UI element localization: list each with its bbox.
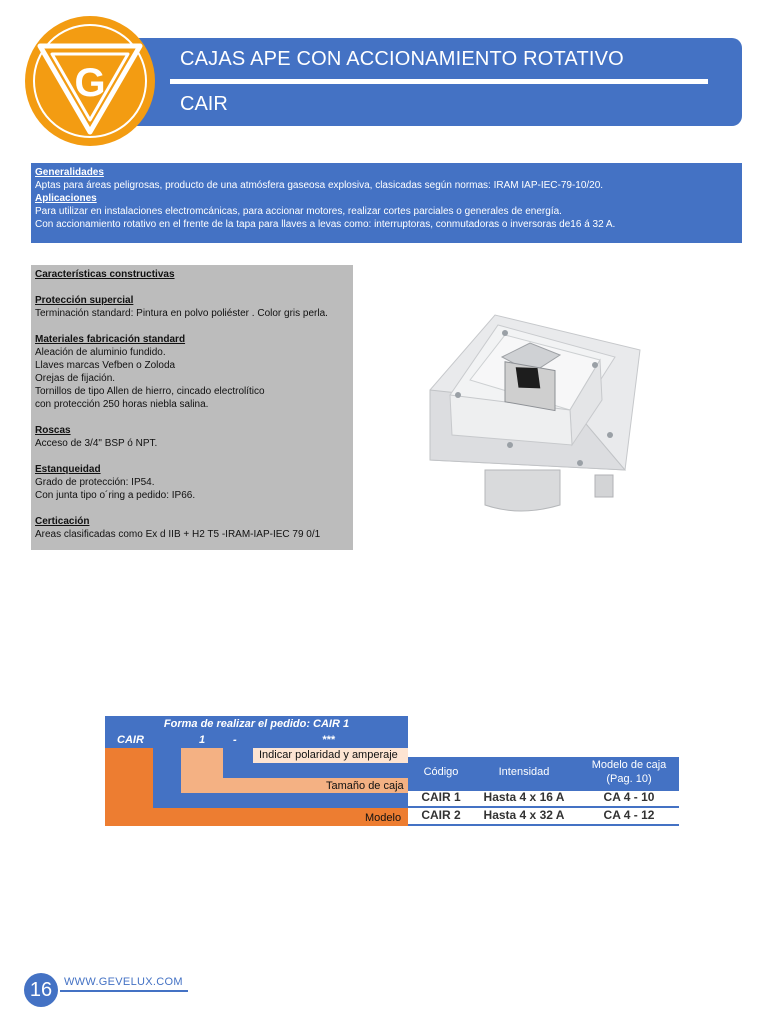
table-cell: CA 4 - 10 bbox=[603, 790, 655, 804]
table-row bbox=[408, 808, 679, 824]
website-link[interactable]: WWW.GEVELUX.COM bbox=[64, 976, 183, 988]
header-divider bbox=[170, 79, 708, 84]
order-step-blue bbox=[223, 748, 253, 778]
materials-line: Llaves marcas Vefben o Zoloda bbox=[35, 360, 176, 371]
order-step-model bbox=[105, 748, 153, 826]
order-code-part: CAIR bbox=[117, 734, 144, 746]
table-header-cell: Modelo de caja (Pag. 10) bbox=[591, 759, 667, 785]
protection-heading: Protección supercial bbox=[35, 295, 134, 306]
apps-heading: Aplicaciones bbox=[35, 193, 97, 204]
characteristics-box bbox=[31, 265, 353, 550]
order-step-size bbox=[181, 748, 223, 778]
table-cell: CAIR 2 bbox=[421, 808, 461, 822]
threads-heading: Roscas bbox=[35, 425, 71, 436]
table-cell: Hasta 4 x 16 A bbox=[483, 790, 565, 804]
order-step-blue bbox=[253, 763, 408, 778]
threads-text: Acceso de 3/4" BSP ó NPT. bbox=[35, 438, 158, 449]
general-heading: Generalidades bbox=[35, 167, 104, 178]
gevelux-logo bbox=[18, 14, 162, 148]
protection-text: Terminación standard: Pintura en polvo poliéster . Color gris perla. bbox=[35, 308, 328, 319]
materials-heading: Materiales fabricación standard bbox=[35, 334, 186, 345]
product-image bbox=[410, 295, 655, 520]
order-size-label: Tamaño de caja bbox=[326, 780, 404, 792]
table-header-cell: Código bbox=[423, 766, 459, 778]
table-cell: Hasta 4 x 32 A bbox=[483, 808, 565, 822]
cert-heading: Certicación bbox=[35, 516, 90, 527]
page-subtitle: CAIR bbox=[180, 93, 228, 115]
order-code-row bbox=[105, 732, 408, 748]
website-underline bbox=[60, 990, 188, 992]
materials-line: Aleación de aluminio fundido. bbox=[35, 347, 166, 358]
table-cell: CA 4 - 12 bbox=[603, 808, 655, 822]
order-polarity-label: Indicar polaridad y amperaje bbox=[259, 749, 398, 761]
seal-line: Con junta tipo o´ring a pedido: IP66. bbox=[35, 490, 196, 501]
table-row bbox=[408, 790, 679, 806]
apps-line-2: Con accionamiento rotativo en el frente de la tapa para llaves a levas como: interruptoras, conmutadoras o inversoras de16 á 32 A. bbox=[35, 219, 616, 230]
cert-text: Areas clasificadas como Ex d IIB + H2 T5 -IRAM-IAP-IEC 79 0/1 bbox=[35, 529, 321, 540]
seal-heading: Estanqueidad bbox=[35, 464, 101, 475]
order-form-title: Forma de realizar el pedido: CAIR 1 bbox=[105, 716, 408, 732]
materials-line: Orejas de fijación. bbox=[35, 373, 116, 384]
logo-letter: G bbox=[74, 61, 106, 105]
order-code-part: - bbox=[233, 734, 237, 746]
table-header-cell: Intensidad bbox=[498, 766, 550, 778]
order-code-part: *** bbox=[322, 734, 335, 746]
order-model-label: Modelo bbox=[365, 812, 402, 824]
table-header bbox=[408, 757, 679, 789]
characteristics-heading: Características constructivas bbox=[35, 269, 175, 280]
page-title: CAJAS APE CON ACCIONAMIENTO ROTATIVO bbox=[180, 48, 624, 70]
materials-line: con protección 250 horas niebla salina. bbox=[35, 399, 209, 410]
page-number: 16 bbox=[24, 973, 58, 1007]
materials-line: Tornillos de tipo Allen de hierro, cincado electrolítico bbox=[35, 386, 265, 397]
apps-line-1: Para utilizar en instalaciones electromcánicas, para accionar motores, realizar cortes parciales o generales de energía. bbox=[35, 206, 562, 217]
order-step-blue bbox=[153, 793, 408, 808]
order-code-part: 1 bbox=[199, 734, 206, 746]
table-rule bbox=[408, 824, 679, 826]
seal-line: Grado de protección: IP54. bbox=[35, 477, 155, 488]
table-cell: CAIR 1 bbox=[421, 790, 461, 804]
general-text: Aptas para áreas peligrosas, producto de una atmósfera gaseosa explosiva, clasicadas según normas: IRAM IAP-IEC-79-10/20. bbox=[35, 180, 604, 191]
info-band bbox=[31, 163, 742, 243]
